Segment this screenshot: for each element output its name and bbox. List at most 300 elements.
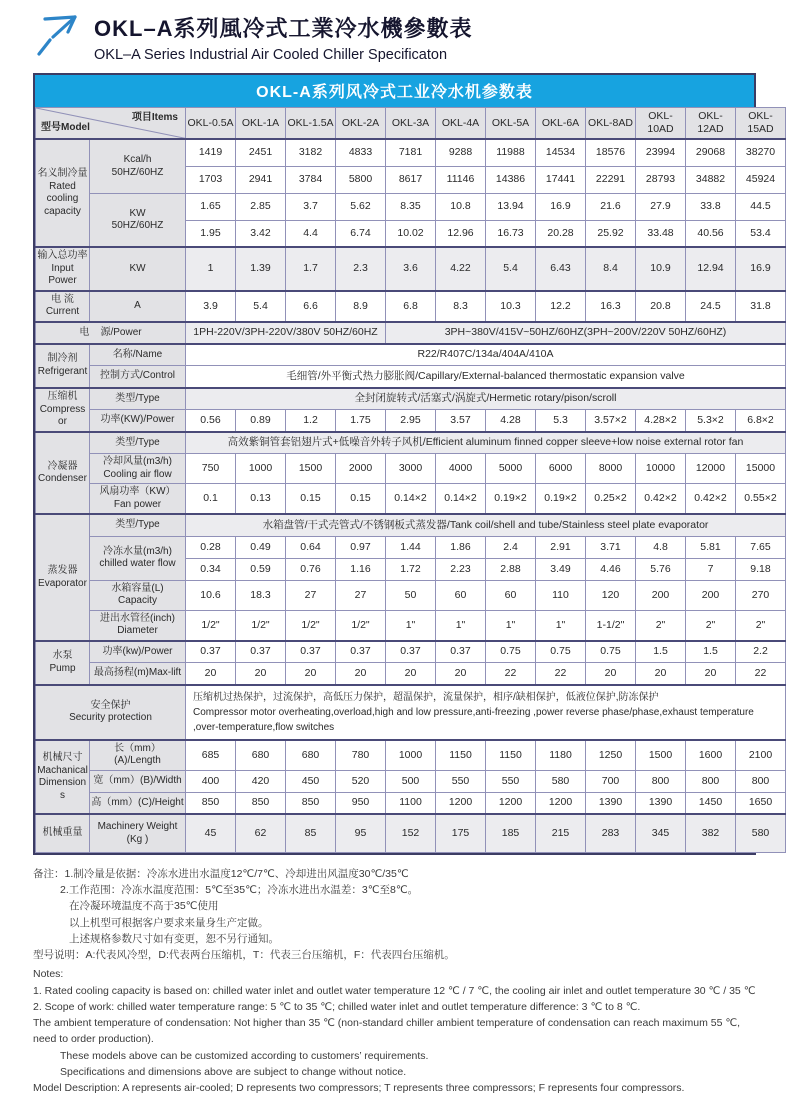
spec-value-cell: 0.37 xyxy=(186,641,236,663)
spec-value-cell: 4.28×2 xyxy=(636,410,686,432)
compressor-type-value: 全封闭旋转式/活塞式/涡旋式/Hermetic rotary/pison/scroll xyxy=(186,388,786,410)
spec-value-cell: 6000 xyxy=(536,454,586,484)
table-row xyxy=(36,484,786,515)
table-title-bar: OKL-A系列风冷式工业冷水机参数表 xyxy=(35,75,754,107)
notes-chinese xyxy=(33,866,756,964)
spec-value-cell: 1390 xyxy=(636,792,686,814)
spec-value-cell: 1650 xyxy=(736,792,786,814)
spec-value-cell: 1/2" xyxy=(186,610,236,641)
section-pump: 水泵 Pump xyxy=(36,641,90,685)
spec-value-cell: 40.56 xyxy=(686,220,736,247)
spec-value-cell: 0.64 xyxy=(286,536,336,558)
spec-value-cell: 1" xyxy=(486,610,536,641)
section-mechanical-dimensions: 机械尺寸 Machanical Dimensions xyxy=(36,740,90,815)
spec-value-cell: 45 xyxy=(186,814,236,852)
section-compressor: 压缩机 Compressor xyxy=(36,388,90,432)
spec-value-cell: 20 xyxy=(236,663,286,685)
spec-value-cell: 1-1/2" xyxy=(586,610,636,641)
spec-value-cell: 12.96 xyxy=(436,220,486,247)
spec-value-cell: 1.5 xyxy=(636,641,686,663)
section-security-protection: 安全保护 Security protection xyxy=(36,685,186,740)
spec-value-cell: 4.28 xyxy=(486,410,536,432)
spec-value-cell: 27 xyxy=(336,580,386,610)
table-row xyxy=(36,740,786,771)
spec-value-cell: 85 xyxy=(286,814,336,852)
spec-value-cell: 2" xyxy=(686,610,736,641)
note-line: 在冷凝环境温度不高于35℃使用 xyxy=(69,900,219,913)
item-cooling-air-flow: 冷却风量(m3/h) Cooling air flow xyxy=(90,454,186,484)
spec-value-cell: 1500 xyxy=(286,454,336,484)
spec-value-cell: 0.37 xyxy=(386,641,436,663)
model-column-header: OKL-3A xyxy=(386,108,436,140)
spec-value-cell: 10.8 xyxy=(436,193,486,220)
spec-value-cell: 7181 xyxy=(386,139,436,166)
spec-value-cell: 200 xyxy=(636,580,686,610)
corner-header-cell xyxy=(36,108,186,140)
spec-value-cell: 580 xyxy=(536,770,586,792)
spec-value-cell: 11146 xyxy=(436,166,486,193)
spec-value-cell: 0.19×2 xyxy=(536,484,586,515)
spec-value-cell: 3.49 xyxy=(536,558,586,580)
spec-value-cell: 3.7 xyxy=(286,193,336,220)
spec-value-cell: 1.86 xyxy=(436,536,486,558)
spec-value-cell: 20 xyxy=(186,663,236,685)
spec-value-cell: 800 xyxy=(636,770,686,792)
spec-value-cell: 0.89 xyxy=(236,410,286,432)
model-column-header: OKL-8AD xyxy=(586,108,636,140)
item-kw-unit: KW xyxy=(90,247,186,291)
spec-value-cell: 3.71 xyxy=(586,536,636,558)
spec-value-cell: 33.48 xyxy=(636,220,686,247)
spec-value-cell: 16.73 xyxy=(486,220,536,247)
note-line: These models above can be customized according to customers’ requirements. xyxy=(60,1049,429,1062)
table-row xyxy=(36,610,786,641)
spec-value-cell: 420 xyxy=(236,770,286,792)
spec-value-cell: 1.44 xyxy=(386,536,436,558)
table-row xyxy=(36,514,786,536)
note-line: Specifications and dimensions above are subject to change without notice. xyxy=(60,1065,407,1078)
item-height: 高（mm）(C)/Height xyxy=(90,792,186,814)
spec-value-cell: 800 xyxy=(686,770,736,792)
spec-value-cell: 22 xyxy=(536,663,586,685)
spec-value-cell: 10.9 xyxy=(636,247,686,291)
spec-value-cell: 550 xyxy=(486,770,536,792)
spec-value-cell: 4.46 xyxy=(586,558,636,580)
spec-value-cell: 17441 xyxy=(536,166,586,193)
section-current: 电 流 Current xyxy=(36,291,90,322)
spec-value-cell: 23994 xyxy=(636,139,686,166)
spec-value-cell: 1200 xyxy=(536,792,586,814)
table-row xyxy=(36,247,786,291)
spec-value-cell: 27.9 xyxy=(636,193,686,220)
spec-value-cell: 2.2 xyxy=(736,641,786,663)
spec-value-cell: 2100 xyxy=(736,740,786,771)
spec-value-cell: 22291 xyxy=(586,166,636,193)
spec-value-cell: 5.3×2 xyxy=(686,410,736,432)
spec-value-cell: 2000 xyxy=(336,454,386,484)
spec-value-cell: 60 xyxy=(436,580,486,610)
item-kw: KW 50HZ/60HZ xyxy=(90,193,186,247)
spec-value-cell: 34882 xyxy=(686,166,736,193)
spec-value-cell: 185 xyxy=(486,814,536,852)
spec-value-cell: 1.72 xyxy=(386,558,436,580)
spec-value-cell: 8.9 xyxy=(336,291,386,322)
spec-value-cell: 5.3 xyxy=(536,410,586,432)
spec-value-cell: 6.43 xyxy=(536,247,586,291)
note-line: 以上机型可根据客户要求来量身生产定做。 xyxy=(69,916,269,929)
spec-value-cell: 1/2" xyxy=(236,610,286,641)
note-line: Model Description: A represents air-cooled; D represents two compressors; T represents three compressors; F represents four compressors. xyxy=(33,1082,685,1095)
spec-value-cell: 5.62 xyxy=(336,193,386,220)
item-max-lift: 最高扬程(m)Max-lift xyxy=(90,663,186,685)
spec-value-cell: 1.39 xyxy=(236,247,286,291)
spec-value-cell: 450 xyxy=(286,770,336,792)
spec-value-cell: 45924 xyxy=(736,166,786,193)
spec-value-cell: 0.55×2 xyxy=(736,484,786,515)
spec-value-cell: 1.5 xyxy=(686,641,736,663)
spec-value-cell: 1000 xyxy=(386,740,436,771)
spec-value-cell: 16.9 xyxy=(536,193,586,220)
section-rated-cooling-capacity: 名义制冷量 Rated cooling capacity xyxy=(36,139,90,247)
table-row xyxy=(36,322,786,344)
model-column-header: OKL-1.5A xyxy=(286,108,336,140)
spec-value-cell: 0.34 xyxy=(186,558,236,580)
table-row xyxy=(36,432,786,454)
spec-value-cell: 200 xyxy=(686,580,736,610)
model-column-header: OKL-10AD xyxy=(636,108,686,140)
spec-value-cell: 8.4 xyxy=(586,247,636,291)
note-line: Notes: xyxy=(33,968,64,981)
spec-value-cell: 550 xyxy=(436,770,486,792)
item-machinery-weight: Machinery Weight (Kg ) xyxy=(90,814,186,852)
spec-value-cell: 1" xyxy=(536,610,586,641)
item-compressor-type: 类型/Type xyxy=(90,388,186,410)
spec-value-cell: 10.6 xyxy=(186,580,236,610)
spec-value-cell: 5000 xyxy=(486,454,536,484)
spec-value-cell: 3.9 xyxy=(186,291,236,322)
note-line: 上述规格参数尺寸如有变更，恕不另行通知。 xyxy=(69,932,279,945)
spec-table-wrapper xyxy=(33,73,777,855)
item-ampere-unit: A xyxy=(90,291,186,322)
spec-value-cell: 1200 xyxy=(436,792,486,814)
note-line: 2.工作范围：冷冻水温度范围：5℃至35℃；冷冻水进出水温差：3℃至8℃。 xyxy=(60,884,419,897)
spec-value-cell: 2.23 xyxy=(436,558,486,580)
spec-value-cell: 16.3 xyxy=(586,291,636,322)
note-line: 备注：1.制冷量是依据：冷冻水进出水温度12℃/7℃、冷却进出风温度30℃/35℃ xyxy=(33,867,409,880)
spec-value-cell: 345 xyxy=(636,814,686,852)
table-row xyxy=(36,814,786,852)
spec-value-cell: 2941 xyxy=(236,166,286,193)
spec-value-cell: 0.42×2 xyxy=(636,484,686,515)
spec-table xyxy=(35,107,786,853)
spec-value-cell: 3784 xyxy=(286,166,336,193)
model-label: 型号Model xyxy=(41,121,90,133)
spec-value-cell: 20 xyxy=(586,663,636,685)
section-machinery-weight: 机械重量 xyxy=(36,814,90,852)
notes-english xyxy=(33,966,756,1096)
spec-value-cell: 120 xyxy=(586,580,636,610)
model-header-row xyxy=(36,108,786,140)
section-refrigerant: 制冷剂 Refrigerant xyxy=(36,344,90,388)
spec-value-cell: 3.42 xyxy=(236,220,286,247)
spec-value-cell: 50 xyxy=(386,580,436,610)
spec-value-cell: 12.2 xyxy=(536,291,586,322)
spec-value-cell: 152 xyxy=(386,814,436,852)
spec-value-cell: 780 xyxy=(336,740,386,771)
note-line: The ambient temperature of condensation: Not higher than 35 ℃ (non-standard chiller ambient temperature of condensation can reach maximum 55 ℃, need to order production). xyxy=(33,1017,741,1046)
spec-value-cell: 1703 xyxy=(186,166,236,193)
model-column-header: OKL-5A xyxy=(486,108,536,140)
table-row xyxy=(36,770,786,792)
spec-value-cell: 20 xyxy=(636,663,686,685)
spec-value-cell: 215 xyxy=(536,814,586,852)
table-row xyxy=(36,792,786,814)
item-fan-power: 风扇功率（KW） Fan power xyxy=(90,484,186,515)
spec-value-cell: 38270 xyxy=(736,139,786,166)
spec-value-cell: 850 xyxy=(286,792,336,814)
model-column-header: OKL-6A xyxy=(536,108,586,140)
spec-value-cell: 15000 xyxy=(736,454,786,484)
spec-value-cell: 110 xyxy=(536,580,586,610)
page-title-english: OKL–A Series Industrial Air Cooled Chiller Specificaton xyxy=(94,47,448,63)
spec-value-cell: 0.75 xyxy=(486,641,536,663)
spec-value-cell: 680 xyxy=(286,740,336,771)
spec-value-cell: 400 xyxy=(186,770,236,792)
spec-value-cell: 20 xyxy=(436,663,486,685)
spec-value-cell: 1.75 xyxy=(336,410,386,432)
spec-value-cell: 8000 xyxy=(586,454,636,484)
spec-value-cell: 0.14×2 xyxy=(436,484,486,515)
spec-value-cell: 0.49 xyxy=(236,536,286,558)
spec-value-cell: 11988 xyxy=(486,139,536,166)
item-condenser-type: 类型/Type xyxy=(90,432,186,454)
table-row xyxy=(36,139,786,166)
spec-value-cell: 1.65 xyxy=(186,193,236,220)
item-refrigerant-control: 控制方式/Control xyxy=(90,366,186,388)
spec-value-cell: 850 xyxy=(236,792,286,814)
spec-value-cell: 28793 xyxy=(636,166,686,193)
spec-value-cell: 1500 xyxy=(636,740,686,771)
spec-value-cell: 1000 xyxy=(236,454,286,484)
condenser-type-value: 高效紫铜管套铝翅片式+低噪音外转子风机/Efficient aluminum finned copper sleeve+low noise external rotor fan xyxy=(186,432,786,454)
spec-value-cell: 13.94 xyxy=(486,193,536,220)
note-line: 1. Rated cooling capacity is based on: chilled water inlet and outlet water temperature 12 ℃ / 7 ℃, the cooling air inlet and outlet temperature 30 ℃ / 35 ℃ xyxy=(33,984,756,997)
spec-value-cell: 62 xyxy=(236,814,286,852)
spec-value-cell: 14534 xyxy=(536,139,586,166)
table-row xyxy=(36,454,786,484)
section-input-power: 输入总功率 Input Power xyxy=(36,247,90,291)
spec-value-cell: 10.3 xyxy=(486,291,536,322)
spec-value-cell: 2.3 xyxy=(336,247,386,291)
spec-value-cell: 8617 xyxy=(386,166,436,193)
spec-table-body xyxy=(36,139,786,852)
document-header xyxy=(35,10,756,63)
table-row xyxy=(36,410,786,432)
spec-value-cell: 5800 xyxy=(336,166,386,193)
table-row xyxy=(36,641,786,663)
spec-value-cell: 0.76 xyxy=(286,558,336,580)
spec-value-cell: 5.4 xyxy=(236,291,286,322)
spec-value-cell: 2.91 xyxy=(536,536,586,558)
spec-value-cell: 680 xyxy=(236,740,286,771)
note-line: 2. Scope of work: chilled water temperature range: 5 ℃ to 35 ℃; chilled water inlet and outlet temperature difference: 3 ℃ to 8 ℃. xyxy=(33,1000,641,1013)
spec-value-cell: 175 xyxy=(436,814,486,852)
model-column-header: OKL-2A xyxy=(336,108,386,140)
table-row xyxy=(36,663,786,685)
item-tank-capacity: 水箱容量(L) Capacity xyxy=(90,580,186,610)
spec-value-cell: 1" xyxy=(436,610,486,641)
page-title-chinese: OKL–A系列風冷式工業冷水機參數表 xyxy=(94,16,473,41)
spec-value-cell: 0.37 xyxy=(236,641,286,663)
spec-value-cell: 850 xyxy=(186,792,236,814)
spec-value-cell: 5.4 xyxy=(486,247,536,291)
title-block xyxy=(94,10,473,63)
spec-value-cell: 0.75 xyxy=(536,641,586,663)
spec-value-cell: 1.95 xyxy=(186,220,236,247)
spec-value-cell: 18.3 xyxy=(236,580,286,610)
spec-value-cell: 500 xyxy=(386,770,436,792)
spec-value-cell: 33.8 xyxy=(686,193,736,220)
item-pump-power: 功率(kw)/Power xyxy=(90,641,186,663)
spec-value-cell: 22 xyxy=(736,663,786,685)
item-length: 长（mm）(A)/Length xyxy=(90,740,186,771)
spec-value-cell: 44.5 xyxy=(736,193,786,220)
spec-value-cell: 5.76 xyxy=(636,558,686,580)
table-row xyxy=(36,580,786,610)
spec-value-cell: 31.8 xyxy=(736,291,786,322)
item-width: 宽（mm）(B)/Width xyxy=(90,770,186,792)
spec-value-cell: 7.65 xyxy=(736,536,786,558)
spec-value-cell: 1250 xyxy=(586,740,636,771)
spec-value-cell: 1.7 xyxy=(286,247,336,291)
spec-value-cell: 685 xyxy=(186,740,236,771)
spec-value-cell: 0.37 xyxy=(286,641,336,663)
spec-value-cell: 95 xyxy=(336,814,386,852)
model-column-header: OKL-12AD xyxy=(686,108,736,140)
spec-value-cell: 60 xyxy=(486,580,536,610)
spec-value-cell: 1390 xyxy=(586,792,636,814)
spec-value-cell: 0.15 xyxy=(286,484,336,515)
spec-value-cell: 0.15 xyxy=(336,484,386,515)
spec-value-cell: 20.8 xyxy=(636,291,686,322)
spec-value-cell: 5.81 xyxy=(686,536,736,558)
spec-value-cell: 29068 xyxy=(686,139,736,166)
power-supply-large-models: 3PH~380V/415V~50HZ/60HZ(3PH~200V/220V 50HZ/60HZ) xyxy=(386,322,786,344)
spec-value-cell: 3.57 xyxy=(436,410,486,432)
spec-value-cell: 53.4 xyxy=(736,220,786,247)
spec-value-cell: 2.85 xyxy=(236,193,286,220)
spec-value-cell: 0.25×2 xyxy=(586,484,636,515)
arrow-logo-icon xyxy=(35,10,81,58)
spec-value-cell: 9.18 xyxy=(736,558,786,580)
spec-value-cell: 1200 xyxy=(486,792,536,814)
spec-value-cell: 0.1 xyxy=(186,484,236,515)
spec-value-cell: 1600 xyxy=(686,740,736,771)
spec-value-cell: 1.16 xyxy=(336,558,386,580)
spec-value-cell: 27 xyxy=(286,580,336,610)
spec-value-cell: 8.3 xyxy=(436,291,486,322)
spec-value-cell: 2.88 xyxy=(486,558,536,580)
spec-value-cell: 20 xyxy=(386,663,436,685)
spec-value-cell: 9288 xyxy=(436,139,486,166)
table-row xyxy=(36,344,786,366)
spec-value-cell: 2451 xyxy=(236,139,286,166)
spec-value-cell: 3.57×2 xyxy=(586,410,636,432)
spec-value-cell: 22 xyxy=(486,663,536,685)
spec-value-cell: 1419 xyxy=(186,139,236,166)
spec-value-cell: 4.4 xyxy=(286,220,336,247)
table-row xyxy=(36,366,786,388)
spec-value-cell: 14386 xyxy=(486,166,536,193)
note-line: 型号说明：A:代表风冷型，D:代表两台压缩机，T：代表三台压缩机，F：代表四台压缩机。 xyxy=(33,949,455,962)
spec-value-cell: 24.5 xyxy=(686,291,736,322)
spec-value-cell: 0.42×2 xyxy=(686,484,736,515)
spec-value-cell: 0.14×2 xyxy=(386,484,436,515)
spec-value-cell: 1/2" xyxy=(286,610,336,641)
spec-value-cell: 20.28 xyxy=(536,220,586,247)
spec-value-cell: 0.13 xyxy=(236,484,286,515)
item-kcalh: Kcal/h 50HZ/60HZ xyxy=(90,139,186,193)
spec-value-cell: 3.6 xyxy=(386,247,436,291)
spec-value-cell: 0.75 xyxy=(586,641,636,663)
spec-value-cell: 0.97 xyxy=(336,536,386,558)
spec-value-cell: 2" xyxy=(636,610,686,641)
spec-value-cell: 1/2" xyxy=(336,610,386,641)
spec-value-cell: 0.59 xyxy=(236,558,286,580)
spec-value-cell: 3000 xyxy=(386,454,436,484)
spec-value-cell: 10000 xyxy=(636,454,686,484)
spec-value-cell: 1" xyxy=(386,610,436,641)
spec-value-cell: 6.8 xyxy=(386,291,436,322)
spec-value-cell: 20 xyxy=(286,663,336,685)
section-evaporator: 蒸发器 Evaporator xyxy=(36,514,90,641)
spec-value-cell: 4000 xyxy=(436,454,486,484)
spec-value-cell: 1150 xyxy=(436,740,486,771)
section-condenser: 冷凝器 Condenser xyxy=(36,432,90,515)
spec-value-cell: 700 xyxy=(586,770,636,792)
spec-value-cell: 3182 xyxy=(286,139,336,166)
spec-value-cell: 20 xyxy=(336,663,386,685)
section-power-supply: 电 源/Power xyxy=(36,322,186,344)
spec-value-cell: 1150 xyxy=(486,740,536,771)
spec-value-cell: 0.56 xyxy=(186,410,236,432)
spec-value-cell: 6.74 xyxy=(336,220,386,247)
refrigerant-name-value: R22/R407C/134a/404A/410A xyxy=(186,344,786,366)
spec-value-cell: 2" xyxy=(736,610,786,641)
spec-value-cell: 12000 xyxy=(686,454,736,484)
item-chilled-water-flow: 冷冻水量(m3/h) chilled water flow xyxy=(90,536,186,580)
spec-value-cell: 0.19×2 xyxy=(486,484,536,515)
model-column-header: OKL-0.5A xyxy=(186,108,236,140)
spec-value-cell: 4833 xyxy=(336,139,386,166)
spec-value-cell: 4.8 xyxy=(636,536,686,558)
spec-value-cell: 6.6 xyxy=(286,291,336,322)
spec-value-cell: 1450 xyxy=(686,792,736,814)
spec-value-cell: 950 xyxy=(336,792,386,814)
item-evaporator-type: 类型/Type xyxy=(90,514,186,536)
spec-value-cell: 2.95 xyxy=(386,410,436,432)
table-row xyxy=(36,193,786,220)
evaporator-type-value: 水箱盘管/干式壳管式/不锈钢板式蒸发器/Tank coil/shell and tube/Stainless steel plate evaporator xyxy=(186,514,786,536)
spec-value-cell: 7 xyxy=(686,558,736,580)
spec-value-cell: 1 xyxy=(186,247,236,291)
spec-value-cell: 0.37 xyxy=(436,641,486,663)
table-row xyxy=(36,685,786,740)
spec-value-cell: 1100 xyxy=(386,792,436,814)
notes-section xyxy=(33,866,756,1096)
spec-value-cell: 1180 xyxy=(536,740,586,771)
spec-value-cell: 520 xyxy=(336,770,386,792)
